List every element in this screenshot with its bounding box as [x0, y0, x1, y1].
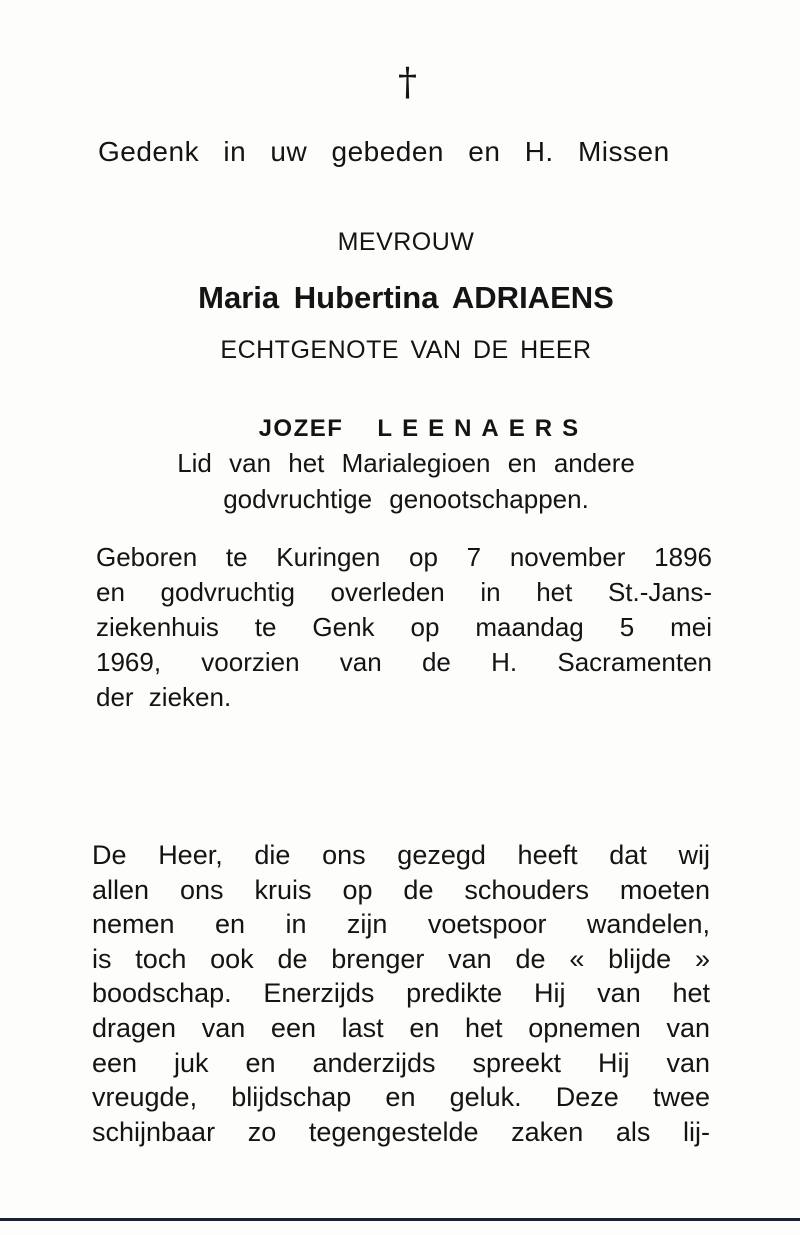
biography-paragraph: [96, 540, 712, 715]
intro-line: Gedenk in uw gebeden en H. Missen: [98, 136, 670, 167]
meditation-line: allen ons kruis op de schouders moeten: [92, 874, 710, 905]
meditation-line: boodschap. Enerzijds predikte Hij van het: [92, 978, 710, 1009]
meditation-paragraph: [92, 838, 710, 1149]
spouse-title: ECHTGENOTE VAN DE HEER: [220, 336, 592, 364]
meditation-line: De Heer, die ons gezegd heeft dat wij: [92, 840, 710, 870]
meditation-line: dragen van een last en het opnemen van: [92, 1012, 710, 1043]
biography-line: ziekenhuis te Genk op maandag 5 mei: [96, 612, 712, 642]
membership-line: godvruchtige genootschappen.: [223, 484, 589, 514]
meditation-line: schijnbaar zo tegengestelde zaken als lij-: [92, 1116, 710, 1147]
deceased-name: Maria Hubertina ADRIAENS: [198, 280, 614, 315]
biography-line: en godvruchtig overleden in het St.-Jans-: [96, 577, 712, 607]
biography-line: der zieken.: [96, 682, 232, 712]
biography-line: 1969, voorzien van de H. Sacramenten: [96, 647, 712, 677]
honorific: MEVROUW: [337, 228, 475, 256]
bottom-rule: [0, 1218, 800, 1221]
biography-line: Geboren te Kuringen op 7 november 1896: [96, 542, 712, 572]
meditation-line: nemen en in zijn voetspoor wandelen,: [92, 909, 710, 940]
spouse-last-name: LEENAERS: [377, 415, 589, 442]
membership-line: Lid van het Marialegioen en andere: [177, 448, 635, 478]
meditation-line: een juk en anderzijds spreekt Hij van: [92, 1047, 710, 1078]
cross-icon: †: [398, 60, 417, 104]
spouse-first-name: JOZEF: [258, 415, 344, 442]
meditation-line: vreugde, blijdschap en geluk. Deze twee: [92, 1082, 710, 1113]
meditation-line: is toch ook de brenger van de « blijde »: [92, 943, 710, 974]
